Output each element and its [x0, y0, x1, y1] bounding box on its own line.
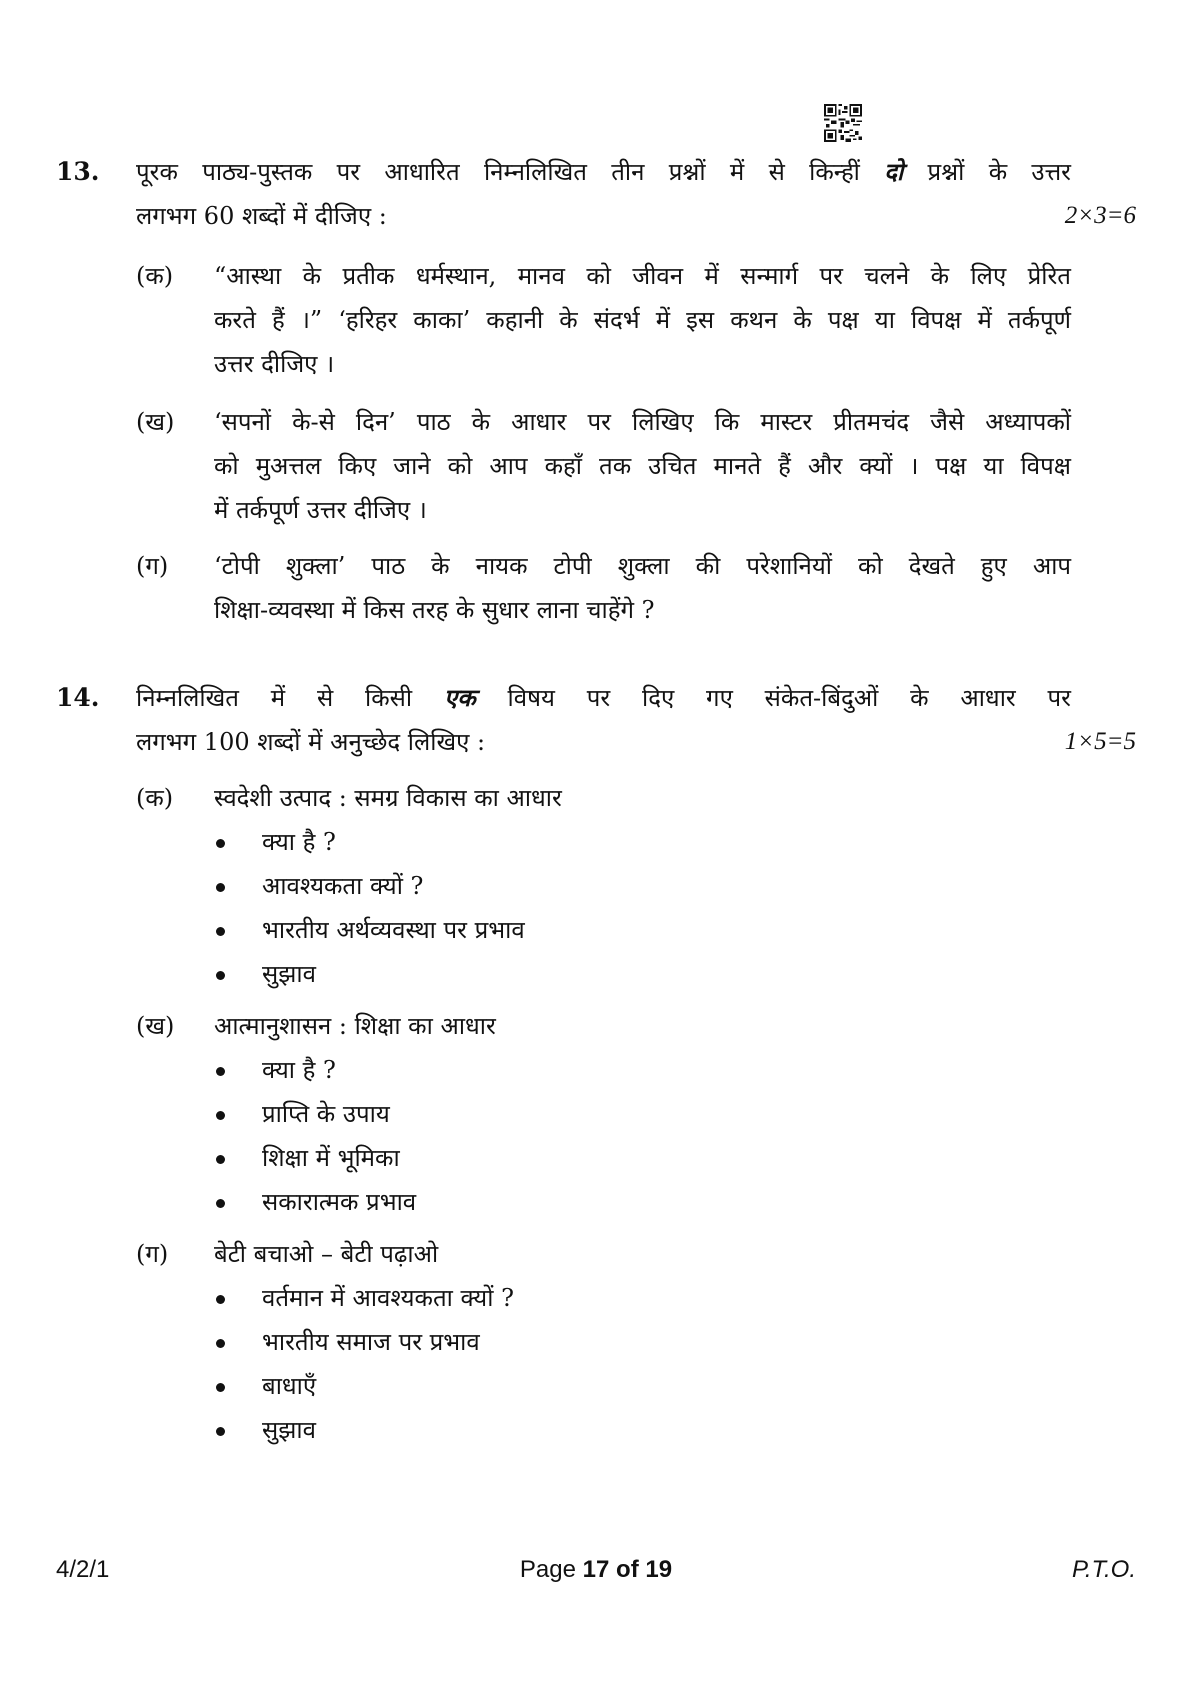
hint-points [214, 1276, 514, 1452]
hint-points [214, 1048, 416, 1224]
bullet-icon [216, 1383, 225, 1392]
bullet-icon [216, 1427, 225, 1436]
bullet-icon [216, 883, 225, 892]
hint-point: भारतीय अर्थव्यवस्था पर प्रभाव [214, 908, 525, 952]
hint-point: सुझाव [214, 952, 525, 996]
marks-label: 2×3=6 [1064, 202, 1136, 229]
emphasis-text: एक [443, 683, 476, 712]
hint-point: वर्तमान में आवश्यकता क्यों ? [214, 1276, 514, 1320]
part-text: ‘सपनों के-से दिन’ पाठ के आधार पर लिखिए कि मास्टर प्रीतमचंद जैसे अध्यापकों को मुअत्तल किए जाने को आप कहाँ तक उचित मानते हैं और क्यों । पक्ष या विपक्ष में तर्कपूर्ण उत्तर दीजिए । [214, 408, 1071, 524]
page-number: Page 17 of 19 [519, 1556, 673, 1583]
part-label: (ग) [136, 552, 169, 580]
part-label: (ग) [136, 1240, 169, 1268]
topic-title: बेटी बचाओ – बेटी पढ़ाओ [214, 1240, 439, 1268]
qr-code-icon [824, 104, 862, 142]
paper-code: 4/2/1 [56, 1556, 110, 1583]
hint-point: भारतीय समाज पर प्रभाव [214, 1320, 514, 1364]
hint-point: क्या है ? [214, 820, 525, 864]
topic-title: स्वदेशी उत्पाद : समग्र विकास का आधार [214, 784, 562, 812]
emphasis-text: दो [884, 157, 904, 186]
page-footer [56, 1550, 1136, 1590]
topic-title: आत्मानुशासन : शिक्षा का आधार [214, 1012, 496, 1040]
part-label: (क) [136, 262, 174, 290]
bullet-icon [216, 1295, 225, 1304]
hint-point: प्राप्ति के उपाय [214, 1092, 416, 1136]
part-label: (ख) [136, 408, 175, 436]
part-label: (ख) [136, 1012, 175, 1040]
question-number: 13. [56, 157, 100, 186]
hint-point: सुझाव [214, 1408, 514, 1452]
please-turn-over: P.T.O. [1071, 1556, 1136, 1583]
bullet-icon [216, 1067, 225, 1076]
hint-point: क्या है ? [214, 1048, 416, 1092]
question-instruction: निम्नलिखित में से किसी एक विषय पर दिए गए संकेत-बिंदुओं के आधार पर लगभग 100 शब्दों में अनुच्छेद लिखिए : [136, 683, 1071, 756]
bullet-icon [216, 1339, 225, 1348]
hint-point: सकारात्मक प्रभाव [214, 1180, 416, 1224]
bullet-icon [216, 1111, 225, 1120]
hint-point: शिक्षा में भूमिका [214, 1136, 416, 1180]
bullet-icon [216, 1199, 225, 1208]
bullet-icon [216, 839, 225, 848]
bullet-icon [216, 971, 225, 980]
part-text: ‘टोपी शुक्ला’ पाठ के नायक टोपी शुक्ला की परेशानियों को देखते हुए आप शिक्षा-व्यवस्था में किस तरह के सुधार लाना चाहेंगे ? [214, 552, 1071, 624]
hint-points [214, 820, 525, 996]
marks-label: 1×5=5 [1064, 728, 1136, 755]
question-14 [56, 676, 1136, 1536]
question-number: 14. [56, 683, 100, 712]
bullet-icon [216, 1155, 225, 1164]
part-label: (क) [136, 784, 174, 812]
hint-point: आवश्यकता क्यों ? [214, 864, 525, 908]
bullet-icon [216, 927, 225, 936]
hint-point: बाधाएँ [214, 1364, 514, 1408]
question-13 [56, 150, 1136, 650]
part-text: “आस्था के प्रतीक धर्मस्थान, मानव को जीवन में सन्मार्ग पर चलने के लिए प्रेरित करते हैं ।” ‘हरिहर काका’ कहानी के संदर्भ में इस कथन के पक्ष या विपक्ष में तर्कपूर्ण उत्तर दीजिए । [214, 262, 1071, 378]
question-instruction: पूरक पाठ्य-पुस्तक पर आधारित निम्नलिखित तीन प्रश्नों में से किन्हीं दो प्रश्नों के उत्तर लगभग 60 शब्दों में दीजिए : [136, 157, 1071, 230]
